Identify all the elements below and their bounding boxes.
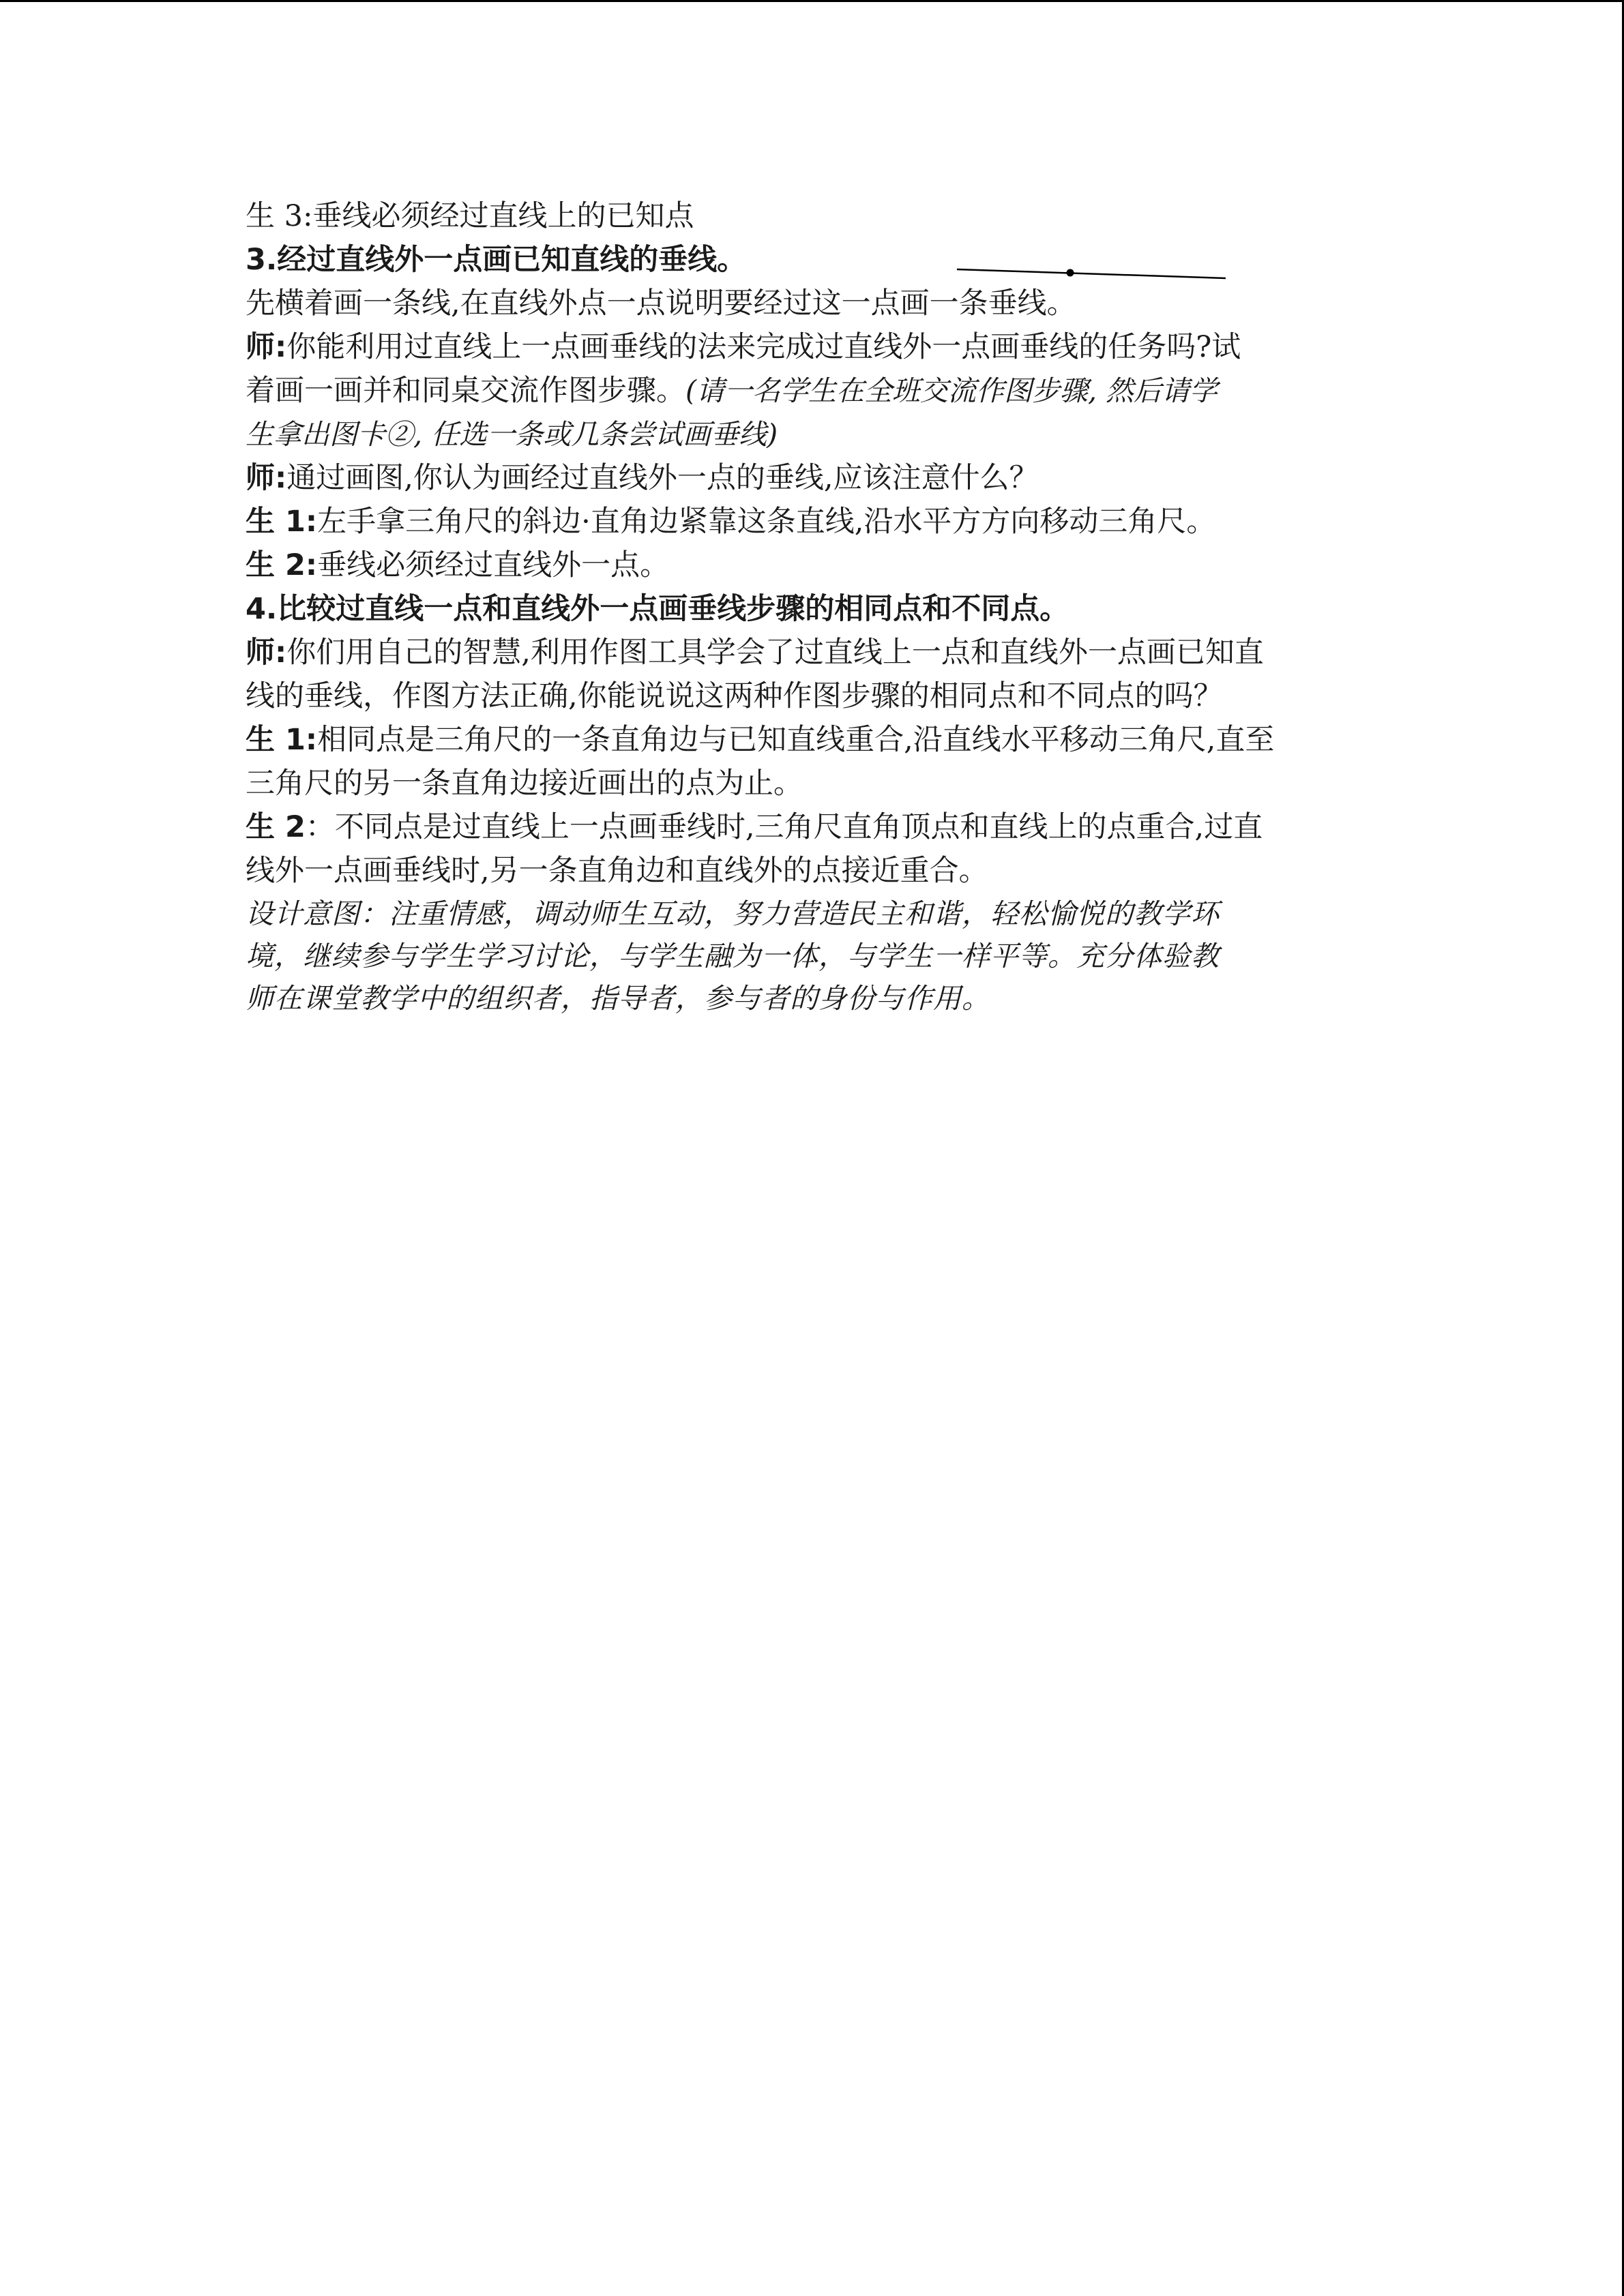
design-intent-line-1: 设计意图：注重情感，调动师生互动，努力营造民主和谐，轻松愉悦的教学环 — [246, 897, 1220, 930]
paragraph-student2-answer — [246, 543, 1378, 587]
section-heading-4: 4.比较过直线一点和直线外一点画垂线步骤的相同点和不同点。 — [246, 592, 1069, 626]
paragraph-student2-difference — [246, 805, 1378, 849]
student1-answer-text: 左手拿三角尺的斜边·直角边紧靠这条直线,沿水平方方向移动三角尺。 — [317, 505, 1216, 539]
paragraph-teacher-ask — [246, 456, 1378, 500]
page-top-border — [0, 0, 1624, 2]
speaker-label: 师: — [246, 461, 287, 495]
design-intent-line-2: 境，继续参与学生学习讨论，与学生融为一体，与学生一样平等。充分体验教 — [246, 940, 1220, 972]
document-body — [246, 194, 1378, 1019]
paragraph-teacher-question-cont — [246, 369, 1378, 413]
paragraph-teacher-compare — [246, 631, 1378, 674]
speaker-label: 生 2 — [246, 810, 306, 844]
design-intent-line-3: 师在课堂教学中的组织者，指导者，参与者的身份与作用。 — [246, 982, 990, 1015]
speaker-label: 生 1: — [246, 723, 318, 757]
speaker-label: 师: — [246, 330, 287, 364]
teacher-compare-text: 你们用自己的智慧,利用作图工具学会了过直线上一点和直线外一点画已知直 — [286, 636, 1264, 670]
paragraph-student3: 生 3:垂线必须经过直线上的已知点 — [246, 199, 694, 233]
teacher-note-cont: 生拿出图卡②, 任选一条或几条尝试画垂线) — [246, 418, 778, 451]
paragraph-teacher-compare-cont: 线的垂线，作图方法正确,你能说说这两种作图步骤的相同点和不同点的吗？ — [246, 679, 1223, 713]
teacher-question-text: 你能利用过直线上一点画垂线的法来完成过直线外一点画垂线的任务吗?试 — [286, 330, 1241, 364]
paragraph-student2-difference-cont: 线外一点画垂线时,另一条直角边和直线外的点接近重合。 — [246, 854, 988, 888]
speaker-label: 师: — [246, 636, 287, 670]
student2-answer-text: 垂线必须经过直线外一点。 — [317, 548, 670, 582]
paragraph-student1-similarity — [246, 718, 1378, 762]
student1-similarity-text: 相同点是三角尺的一条直角边与已知直线重合,沿直线水平移动三角尺,直至 — [317, 723, 1275, 757]
section-heading-3: 3.经过直线外一点画已知直线的垂线。 — [246, 243, 747, 277]
speaker-label: 生 2: — [246, 548, 318, 582]
teacher-note: (请一名学生在全班交流作图步骤, 然后请学 — [685, 374, 1218, 407]
teacher-question-text-cont: 着画一画并和同桌交流作图步骤。 — [246, 374, 685, 408]
teacher-ask-text: 通过画图,你认为画经过直线外一点的垂线,应该注意什么？ — [286, 461, 1039, 495]
paragraph-student1-similarity-cont: 三角尺的另一条直角边接近画出的点为止。 — [246, 766, 803, 801]
paragraph-teacher-question — [246, 325, 1378, 369]
speaker-label: 生 1: — [246, 505, 318, 539]
student2-difference-text: ：不同点是过直线上一点画垂线时,三角尺直角顶点和直线上的点重合,过直 — [305, 810, 1263, 844]
paragraph-student1-answer — [246, 500, 1378, 543]
paragraph-instruction: 先横着画一条线,在直线外点一点说明要经过这一点画一条垂线。 — [246, 286, 1076, 320]
